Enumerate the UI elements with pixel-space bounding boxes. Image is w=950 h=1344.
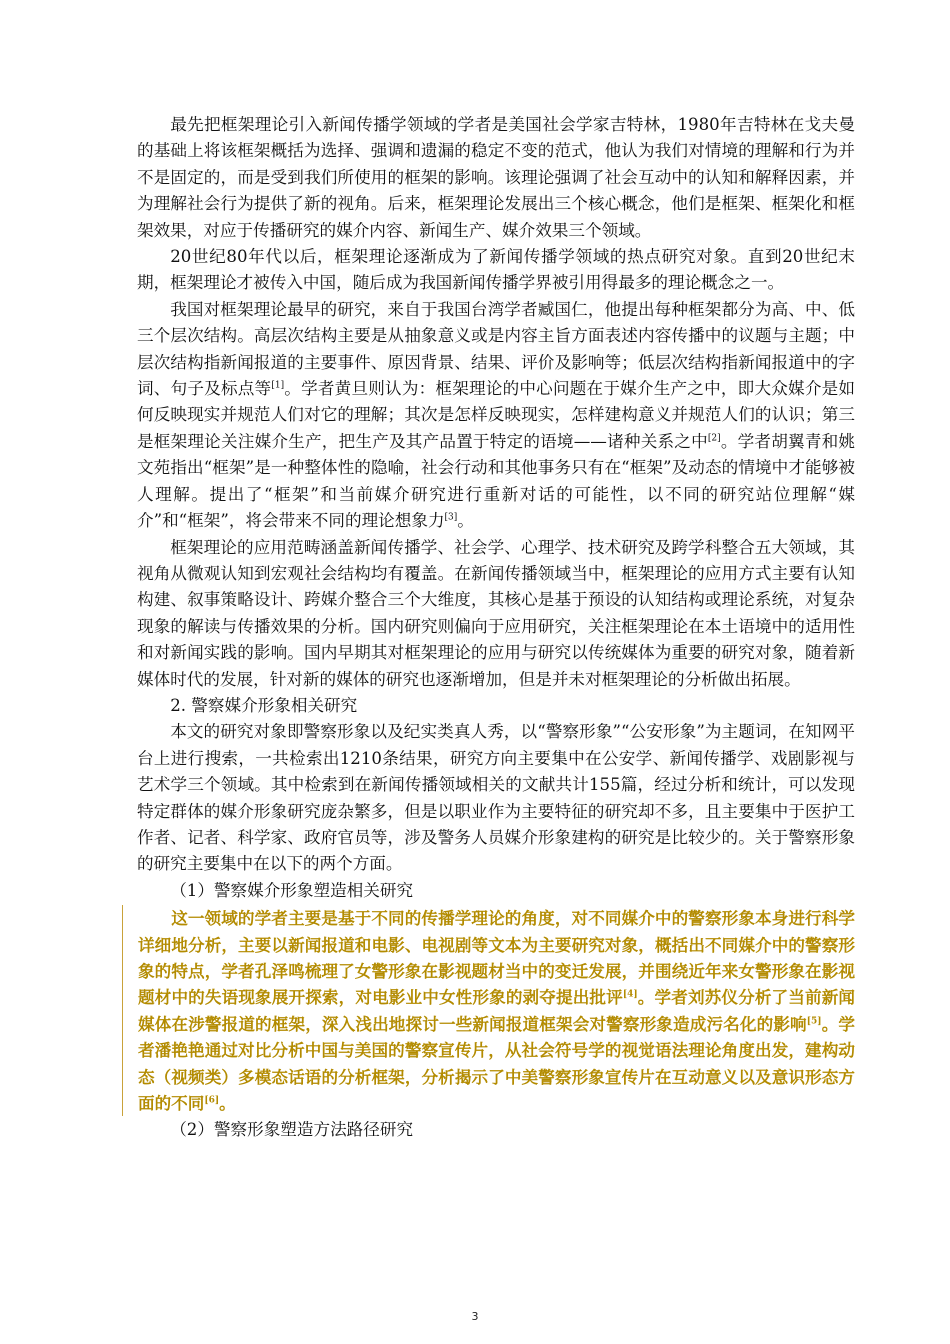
citation-6: [6] bbox=[204, 1095, 220, 1106]
paragraph-domestic-research bbox=[137, 297, 855, 535]
paragraph-highlighted-research bbox=[138, 905, 855, 1116]
citation-1: [1] bbox=[271, 380, 285, 391]
text-span: 我国对框架理论最早的研究，来自于我国台湾学者臧国仁，他提出每种框架都分为高、中、低三个层次结构。高层次结构主要是从抽象意义或是内容主旨方面表述内容传播中的议题与主题；中层次结构指新闻报道的主要事件、原因背景、结果、评价及影响等；低层次结构指新闻报道中的字词、句子及标点等 bbox=[137, 299, 855, 399]
text-span: 这一领域的学者主要是基于不同的传播学理论的角度，对不同媒介中的警察形象本身进行科学详细地分析，主要以新闻报道和电影、电视剧等文本为主要研究对象，概括出不同媒介中的警察形象的特点，学者孔泽鸣梳理了女警形象在影视题材当中的变迁发展，并围绕近年来女警形象在影视题材中的失语现象展开探索，对电影业中女性形象的剥夺提出批评 bbox=[138, 908, 855, 1008]
text-span: 。学者潘艳艳通过对比分析中国与美国的警察宣传片，从社会符号学的视觉语法理论角度出发，建构动态（视频类）多模态话语的分析框架，分析揭示了中美警察形象宣传片在互动意义以及意识形态方面的不同 bbox=[138, 1013, 856, 1114]
text-span: 。学者黄旦则认为：框架理论的中心问题在于媒介生产之中，即大众媒介是如何反映现实并规范人们对它的理解；其次是怎样反映现实，怎样建构意义并规范人们的认识；第三是框架理论关注媒介生产，把生产及其产品置于特定的语境——诸种关系之中 bbox=[137, 379, 856, 451]
highlighted-block bbox=[122, 905, 855, 1116]
citation-4: [4] bbox=[622, 989, 638, 1000]
paragraph-framing-history: 20世纪80年代以后，框架理论逐渐成为了新闻传播学领域的热点研究对象。直到20世纪末期，框架理论才被传入中国，随后成为我国新闻传播学界被引用得最多的理论概念之一。 bbox=[137, 247, 855, 293]
paragraph-framing-origin: 最先把框架理论引入新闻传播学领域的学者是美国社会学家吉特林，1980年吉特林在戈夫曼的基础上将该框架概括为选择、强调和遗漏的稳定不变的范式，他认为我们对情境的理解和行为并不是固定的，而是受到我们所使用的框架的影响。该理论强调了社会互动中的认知和解释因素，并为理解社会行为提供了新的视角。后来，框架理论发展出三个核心概念，他们是框架、框架化和框架效果，对应于传播研究的媒介内容、新闻生产、媒介效果三个领域。 bbox=[137, 115, 855, 240]
paragraph-framing-application: 框架理论的应用范畴涵盖新闻传播学、社会学、心理学、技术研究及跨学科整合五大领域，其视角从微观认知到宏观社会结构均有覆盖。在新闻传播领域当中，框架理论的应用方式主要有认知构建、叙事策略设计、跨媒介整合三个大维度，其核心是基于预设的认知结构或理论系统，对复杂现象的解读与传播效果的分析。国内研究则偏向于应用研究，关注框架理论在本土语境中的适用性和对新闻实践的影响。国内早期其对框架理论的应用与研究以传统媒体为重要的研究对象，随着新媒体时代的发展，针对新的媒体的研究也逐渐增加，但是并未对框架理论的分析做出拓展。 bbox=[137, 537, 855, 689]
page-number: 3 bbox=[471, 1310, 479, 1323]
text-span: 。学者胡翼青和姚文苑指出“框架”是一种整体性的隐喻，社会行动和其他事务只有在“框架”及动态的情境中才能够被人理解。提出了“框架”和当前媒介研究进行重新对话的可能性，以不同的研究站位理解“媒介”和“框架”，将会带来不同的理论想象力 bbox=[137, 431, 856, 531]
section-heading-police-image: 2. 警察媒介形象相关研究 bbox=[170, 695, 358, 715]
subheading-media-image: （1）警察媒介形象塑造相关研究 bbox=[170, 880, 414, 900]
subheading-methods: （2）警察形象塑造方法路径研究 bbox=[170, 1120, 414, 1140]
text-span: 。学者刘苏仪分析了当前新闻媒体在涉警报道的框架，深入浅出地探讨一些新闻报道框架会对警察形象造成污名化的影响 bbox=[138, 987, 856, 1034]
document-body bbox=[137, 112, 855, 1144]
citation-5: [5] bbox=[806, 1016, 822, 1027]
citation-2: [2] bbox=[707, 433, 721, 444]
text-span: 。 bbox=[219, 1093, 236, 1114]
citation-3: [3] bbox=[444, 512, 458, 523]
paragraph-search-results: 本文的研究对象即警察形象以及纪实类真人秀，以“警察形象”“公安形象”为主题词，在知网平台上进行搜索，一共检索出1210条结果，研究方向主要集中在公安学、新闻传播学、戏剧影视与艺术学三个领域。其中检索到在新闻传播领域相关的文献共计155篇，经过分析和统计，可以发现特定群体的媒介形象研究庞杂繁多，但是以职业作为主要特征的研究却不多，且主要集中于医护工作者、记者、科学家、政府官员等，涉及警务人员媒介形象建构的研究是比较少的。关于警察形象的研究主要集中在以下的两个方面。 bbox=[137, 722, 855, 874]
text-span: 。 bbox=[457, 511, 474, 531]
